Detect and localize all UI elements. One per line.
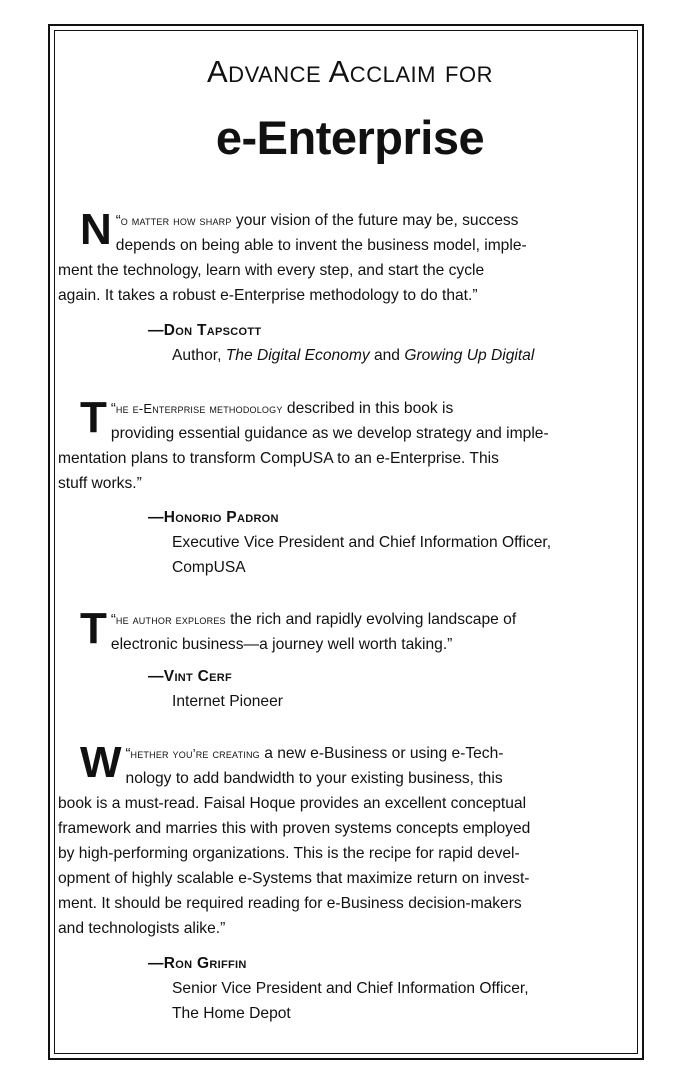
endorsement-quote [58,205,632,308]
endorsement-quote [58,738,632,941]
quote-line: the rich and rapidly evolving landscape of [230,611,517,628]
endorsement-attribution [148,951,529,1026]
endorser-title: Senior Vice President and Chief Information Officer, [172,980,529,997]
endorser-name: —Honorio Padron [148,509,279,526]
quote-line: framework and marries this with proven systems concepts employed [58,820,531,837]
quote-line: stuff works.” [58,475,142,492]
quote-line: described in this book is [286,400,454,417]
quote-lead-in: hether you’re creating [130,746,260,761]
drop-cap: W [80,738,122,787]
quote-line: by high-performing organizations. This is the recipe for rapid devel- [58,845,520,862]
quote-lead-in: he author explores [115,612,226,627]
book-title-italic: The Digital Economy [225,347,370,364]
quote-line: book is a must-read. Faisal Hoque provides an excellent conceptual [58,795,527,812]
endorsement-quote [80,604,632,657]
quote-lead-in: he e-Enterprise methodology [115,401,283,416]
title-text: and [369,347,405,364]
quote-line: depends on being able to invent the business model, imple- [115,237,527,254]
quote-line: electronic business—a journey well worth taking.” [110,636,453,653]
open-quote-mark: “ [110,611,116,628]
endorser-title: The Home Depot [172,1005,291,1022]
book-title-italic: Growing Up Digital [404,347,535,364]
open-quote-mark: “ [110,400,116,417]
open-quote-mark: “ [115,212,121,229]
quote-line: a new e-Business or using e-Tech- [264,745,504,762]
endorsement-attribution [148,318,534,368]
quote-line: your vision of the future may be, success [235,212,519,229]
drop-cap: N [80,205,112,254]
quote-line: mentation plans to transform CompUSA to an e-Enterprise. This [58,450,499,467]
quote-line: ment. It should be required reading for e-Business decision-makers [58,895,522,912]
endorser-title: Internet Pioneer [172,693,283,710]
quote-line: and technologists alike.” [58,920,226,937]
endorser-name: —Vint Cerf [148,668,233,685]
endorsement-quote [58,393,632,496]
quote-line: ment the technology, learn with every step, and start the cycle [58,262,485,279]
quote-lead-in: o matter how sharp [120,213,232,228]
endorser-title: CompUSA [172,559,246,576]
endorsement-attribution [148,505,551,580]
endorser-name: —Ron Griffin [148,955,247,972]
endorsement-attribution [148,664,283,714]
page-title: Advance Acclaim for [207,54,493,89]
endorser-title: Executive Vice President and Chief Information Officer, [172,534,552,551]
endorser-title [148,343,534,368]
drop-cap: T [80,604,107,653]
endorser-name: —Don Tapscott [148,322,262,339]
quote-line: again. It takes a robust e-Enterprise methodology to do that.” [58,287,478,304]
quote-line: providing essential guidance as we develop strategy and imple- [110,425,549,442]
title-text: Author, [172,347,226,364]
open-quote-mark: “ [125,745,131,762]
book-title: e-Enterprise [215,111,485,164]
quote-line: opment of highly scalable e-Systems that maximize return on invest- [58,870,530,887]
quote-line: nology to add bandwidth to your existing business, this [125,770,503,787]
drop-cap: T [80,393,107,442]
